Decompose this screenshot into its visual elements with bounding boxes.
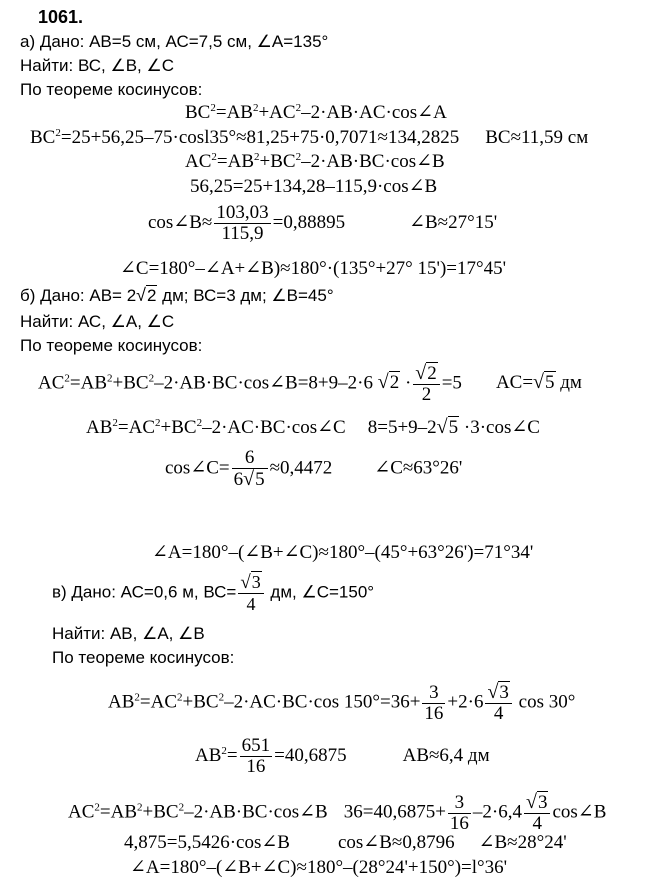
a-angle-c: ∠C=180°–∠A+∠B)≈180°·(135°+27° 15')=17°45' bbox=[120, 258, 507, 279]
a-equation: 56,25=25+134,28–115,9·cos∠B bbox=[190, 176, 438, 197]
b-result-ac: AC=√5 дм bbox=[495, 371, 582, 394]
c-angle-a: ∠A=180°–(∠B+∠C)≈180°–(28°24'+150°)=l°36' bbox=[130, 857, 508, 878]
c-ab-squared: $AB^2=$ $\frac{651}{16}$ =40,6875 AB≈6,4 дм bbox=[195, 735, 490, 777]
a-find: Найти: ВС, ∠В, ∠С bbox=[20, 56, 174, 75]
c-theorem: По теореме косинусов: bbox=[52, 648, 235, 667]
b-cos-c: cos∠C= $\frac{6}{6√5}$ ≈0,4472 ∠C≈63°26' bbox=[165, 447, 463, 490]
b-angle-c: ∠C≈63°26' bbox=[374, 457, 463, 479]
b-calc-ac: $AC^2=AB^2+BC^2-2\cdot AB\cdot BC\cdot\cos\angle B=8+9-2\cdot 6$ √2 · $\frac{√2}{2}$ =5 AC=√5 дм bbox=[38, 362, 582, 405]
c-angle-b: ∠B≈28°24' bbox=[478, 832, 567, 853]
c-calc-ab: $AB^2=AC^2+BC^2-2\cdot AC\cdot BC\cdot\cos$ 150°=36+ $\frac{3}{16}$ +2·6 $\frac{√3}{4}$ cos 30° bbox=[108, 681, 576, 724]
c-cos-b: 4,875=5,5426·cos∠B cos∠B≈0,8796 ∠B≈28°24' bbox=[124, 832, 567, 853]
a-calc-bc: $BC^2=25+56,25-75\cdot\cos l35^\circ\approx 81,25+75\cdot 0,7071\approx 134,2825$ BC≈11,59 см bbox=[30, 127, 589, 148]
b-theorem: По теореме косинусов: bbox=[20, 336, 203, 355]
problem-number: 1061. bbox=[38, 7, 84, 27]
a-given: а) Дано: АВ=5 см, АС=7,5 см, ∠А=135° bbox=[20, 32, 329, 51]
a-angle-b: ∠B≈27°15' bbox=[409, 211, 498, 233]
b-find: Найти: АС, ∠А, ∠С bbox=[20, 312, 175, 331]
b-formula-ab: $AB^2=AC^2+BC^2-2\cdot AC\cdot BC\cdot\cos\angle C$ 8=5+9–2√5 ·3·cos∠C bbox=[86, 416, 540, 438]
c-result-ab: AB≈6,4 дм bbox=[402, 744, 490, 766]
a-theorem: По теореме косинусов: bbox=[20, 80, 203, 99]
a-result-bc: BC≈11,59 см bbox=[485, 127, 589, 148]
b-angle-a: ∠A=180°–(∠B+∠C)≈180°–(45°+63°26')=71°34' bbox=[152, 542, 534, 563]
a-cos-b: cos∠B≈ $\frac{103,03}{115,9}$ =0,88895 ∠B≈27°15' bbox=[148, 202, 498, 244]
a-formula-ac: $AC^2=AB^2+BC^2-2\cdot AB\cdot BC\cdot\cos\angle B$ bbox=[185, 151, 445, 172]
c-calc-ac: $AC^2=AB^2+BC^2-2\cdot AB\cdot BC\cdot\cos\angle B$ 36=40,6875+ $\frac{3}{16}$ –2·6,4 $\frac{√3}{4}$ cos∠B bbox=[68, 791, 607, 834]
c-given: в) Дано: АС=0,6 м, ВС= $\frac{√3}{4}$ дм, ∠С=150° bbox=[52, 572, 375, 614]
a-formula-bc: $BC^2=AB^2+AC^2-2\cdot AB\cdot AC\cdot\cos\angle A$ bbox=[185, 102, 447, 123]
c-find: Найти: АВ, ∠А, ∠В bbox=[52, 624, 205, 643]
b-given: б) Дано: АВ= 2√2 дм; ВС=3 дм; ∠В=45° bbox=[20, 285, 334, 305]
